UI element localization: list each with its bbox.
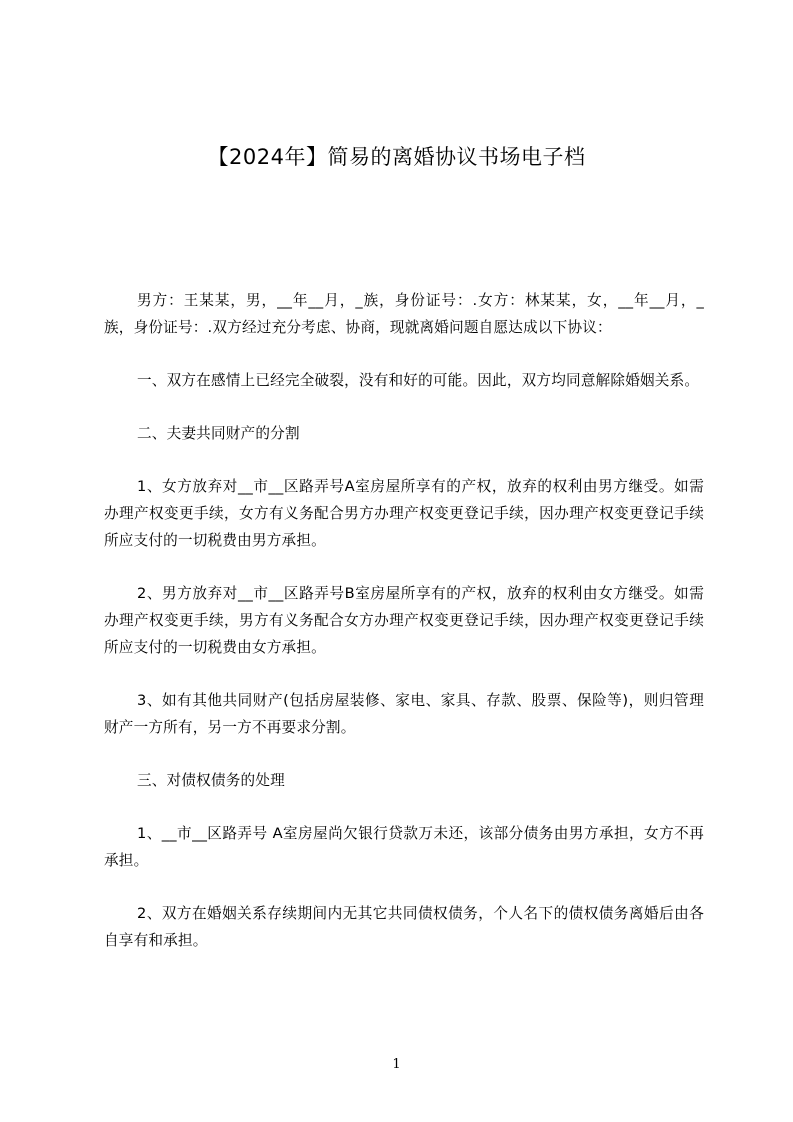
clause-2-3-paragraph: 3、如有其他共同财产(包括房屋装修、家电、家具、存款、股票、保险等)，则归管理财产一方所有，另一方不再要求分割。: [104, 692, 704, 736]
section-3-heading: 三、对债权债务的处理: [137, 772, 285, 789]
parties-paragraph: 男方：王某某，男，__年__月，_族，身份证号：.女方：林某某，女，__年__月，_族，身份证号：.双方经过充分考虑、协商，现就离婚问题自愿达成以下协议：: [104, 292, 704, 336]
section-2-heading: 二、夫妻共同财产的分割: [137, 425, 300, 442]
document-body: [104, 287, 704, 980]
clause-2-2-paragraph: 2、男方放弃对__市__区路弄号B室房屋所享有的产权，放弃的权利由女方继受。如需办理产权变更手续，男方有义务配合女方办理产权变更登记手续，因办理产权变更登记手续所应支付的一切税费由女方承担。: [104, 585, 704, 656]
clause-2-1-paragraph: 1、女方放弃对__市__区路弄号A室房屋所享有的产权，放弃的权利由男方继受。如需办理产权变更手续，女方有义务配合男方办理产权变更登记手续，因办理产权变更登记手续所应支付的一切税费由男方承担。: [104, 478, 704, 549]
clause-3-2-paragraph: 2、双方在婚姻关系存续期间内无其它共同债权债务，个人名下的债权债务离婚后由各自享有和承担。: [104, 905, 704, 949]
clause-3-1-paragraph: 1、__市__区路弄号 A室房屋尚欠银行贷款万未还，该部分债务由男方承担，女方不再承担。: [104, 825, 704, 869]
document-title: 【2024年】简易的离婚协议书场电子档: [207, 145, 586, 169]
clause-1-paragraph: 一、双方在感情上已经完全破裂，没有和好的可能。因此，双方均同意解除婚姻关系。: [137, 372, 700, 389]
page-number: 1: [392, 1057, 401, 1072]
